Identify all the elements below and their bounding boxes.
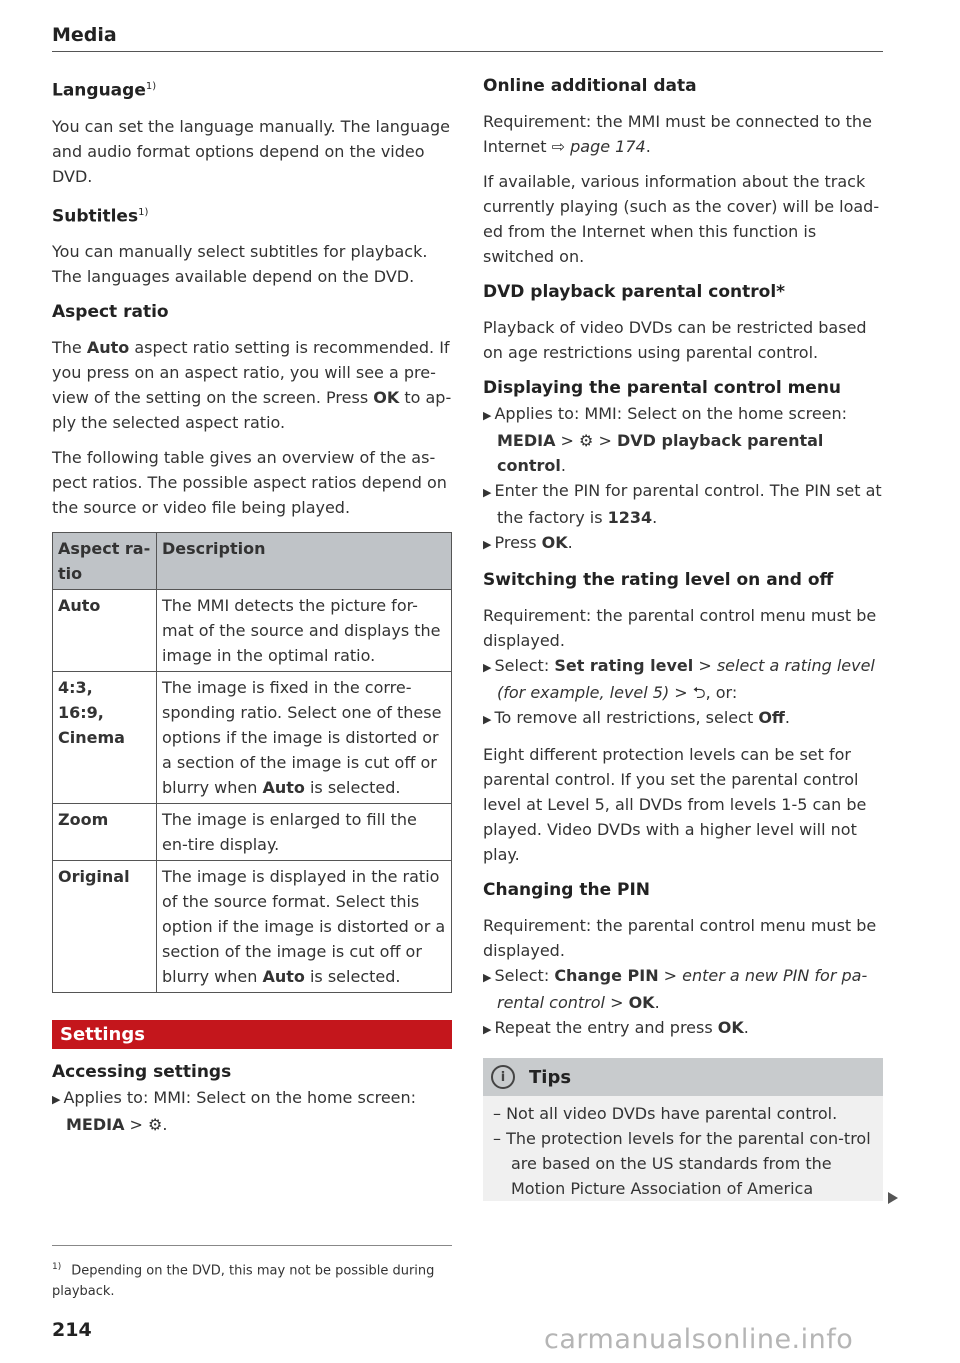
table-row — [53, 861, 452, 993]
tips-header — [483, 1058, 883, 1096]
aspect-ratio-table — [52, 532, 452, 993]
page-number: 214 — [52, 1319, 92, 1341]
watermark: carmanualsonline.info — [544, 1324, 854, 1355]
list-item: ▶ Applies to: MMI: Select on the home screen: MEDIA > ⚙ > DVD playback parental control. — [483, 404, 848, 475]
header-rule — [52, 51, 883, 52]
table-cell-name: Zoom — [53, 804, 157, 861]
bullet-arrow-icon: ▶ — [483, 409, 492, 422]
table-cell-desc: The MMI detects the picture for-mat of the source and displays the image in the optimal ratio. — [157, 590, 452, 672]
accessing-settings-heading: Accessing settings — [52, 1062, 232, 1083]
table-cell-name: 4:3, 16:9, Cinema — [53, 672, 157, 804]
online-data-heading: Online additional data — [483, 76, 697, 96]
continue-arrow-icon — [888, 1192, 898, 1204]
list-item: ▶ Applies to: MMI: Select on the home screen: MEDIA > ⚙. — [52, 1088, 417, 1135]
tips-title: Tips — [529, 1066, 572, 1088]
table-header-cell: Aspect ra-tio — [53, 533, 157, 590]
online-requirement-text: Requirement: the MMI must be connected to the Internet ⇨ page 174. — [483, 112, 872, 156]
bullet-arrow-icon: ▶ — [483, 486, 492, 499]
online-info-text: If available, various information about the track currently playing (such as the cover) will be load-ed from the Internet when this function is switched on. — [483, 172, 880, 266]
subtitles-heading: Subtitles$^{1)}$ — [52, 206, 149, 227]
tips-box — [483, 1058, 883, 1201]
bullet-arrow-icon: ▶ — [483, 661, 492, 674]
info-icon: i — [491, 1065, 515, 1089]
table-cell-desc: The image is fixed in the corre-sponding ratio. Select one of these options if the image is distorted or a section of the image is cut off or blurry when Auto is selected. — [157, 672, 452, 804]
list-item: ▶ Repeat the entry and press OK. — [483, 1018, 749, 1037]
tip-item: – The protection levels for the parental con-trol are based on the US standards from the Motion Picture Association of America — [493, 1129, 871, 1198]
left-column — [52, 74, 452, 1137]
table-cell-name: Original — [53, 861, 157, 993]
aspect-overview-text: The following table gives an overview of the as-pect ratios. The possible aspect ratios depend on the source or video file being played. — [52, 448, 447, 518]
right-column — [483, 74, 883, 1201]
footnote-ref[interactable]: 1) — [138, 206, 149, 218]
list-item: ▶ Select: Set rating level > select a rating level (for example, level 5) > ⮌, or: — [483, 656, 875, 702]
subtitles-text: You can manually select subtitles for playback. The languages available depend on the DVD. — [52, 242, 428, 287]
rating-heading: Switching the rating level on and off — [483, 570, 834, 590]
bullet-arrow-icon: ▶ — [483, 538, 492, 551]
page-reference-link[interactable]: ⇨ page 174 — [551, 137, 646, 156]
settings-section-band: Settings — [52, 1020, 452, 1049]
bullet-arrow-icon: ▶ — [483, 1023, 492, 1036]
tip-item: – Not all video DVDs have parental control. — [493, 1104, 838, 1123]
list-item: ▶ To remove all restrictions, select Off. — [483, 708, 790, 727]
rating-levels-text: Eight different protection levels can be set for parental control. If you set the parental control level at Level 5, all DVDs from levels 1-5 can be played. Video DVDs with a higher level will not play. — [483, 745, 867, 864]
footnote: $^{1)}$ Depending on the DVD, this may not be possible during playback. — [52, 1262, 435, 1300]
table-cell-desc: The image is displayed in the ratio of the source format. Select this option if the image is distorted or a section of the image is cut off or blurry when Auto is selected. — [157, 861, 452, 993]
change-pin-heading: Changing the PIN — [483, 880, 651, 900]
language-heading: Language$^{1)}$ — [52, 80, 157, 101]
table-row — [53, 672, 452, 804]
table-cell-name: Auto — [53, 590, 157, 672]
rating-requirement-text: Requirement: the parental control menu must be displayed. — [483, 606, 877, 650]
table-cell-desc: The image is enlarged to fill the en-tire display. — [157, 804, 452, 861]
language-text: You can set the language manually. The language and audio format options depend on the video DVD. — [52, 116, 451, 186]
pin-requirement-text: Requirement: the parental control menu must be displayed. — [483, 916, 877, 960]
table-row — [53, 804, 452, 861]
dvd-parental-text: Playback of video DVDs can be restricted based on age restrictions using parental control. — [483, 318, 867, 362]
list-item: ▶ Enter the PIN for parental control. The PIN set at the factory is 1234. — [483, 481, 882, 527]
dvd-parental-heading: DVD playback parental control* — [483, 282, 786, 302]
footnote-rule — [52, 1245, 452, 1246]
aspect-ratio-text: The Auto aspect ratio setting is recommended. If you press on an aspect ratio, you will see a pre-view of the setting on the screen. Press OK to ap-ply the selected aspect ratio. — [52, 338, 452, 433]
bullet-arrow-icon: ▶ — [483, 713, 492, 726]
table-header-row — [53, 533, 452, 590]
bullet-arrow-icon: ▶ — [483, 971, 492, 984]
list-item: ▶ Press OK. — [483, 533, 573, 552]
table-row — [53, 590, 452, 672]
display-menu-heading: Displaying the parental control menu — [483, 378, 842, 398]
list-item: ▶ Select: Change PIN > enter a new PIN for pa-rental control > OK. — [483, 966, 868, 1012]
table-header-cell: Description — [157, 533, 452, 590]
page-header-title: Media — [52, 24, 117, 46]
aspect-ratio-heading: Aspect ratio — [52, 302, 169, 323]
tips-body — [483, 1096, 883, 1201]
bullet-arrow-icon: ▶ — [52, 1093, 61, 1107]
footnote-ref[interactable]: 1) — [145, 81, 157, 92]
